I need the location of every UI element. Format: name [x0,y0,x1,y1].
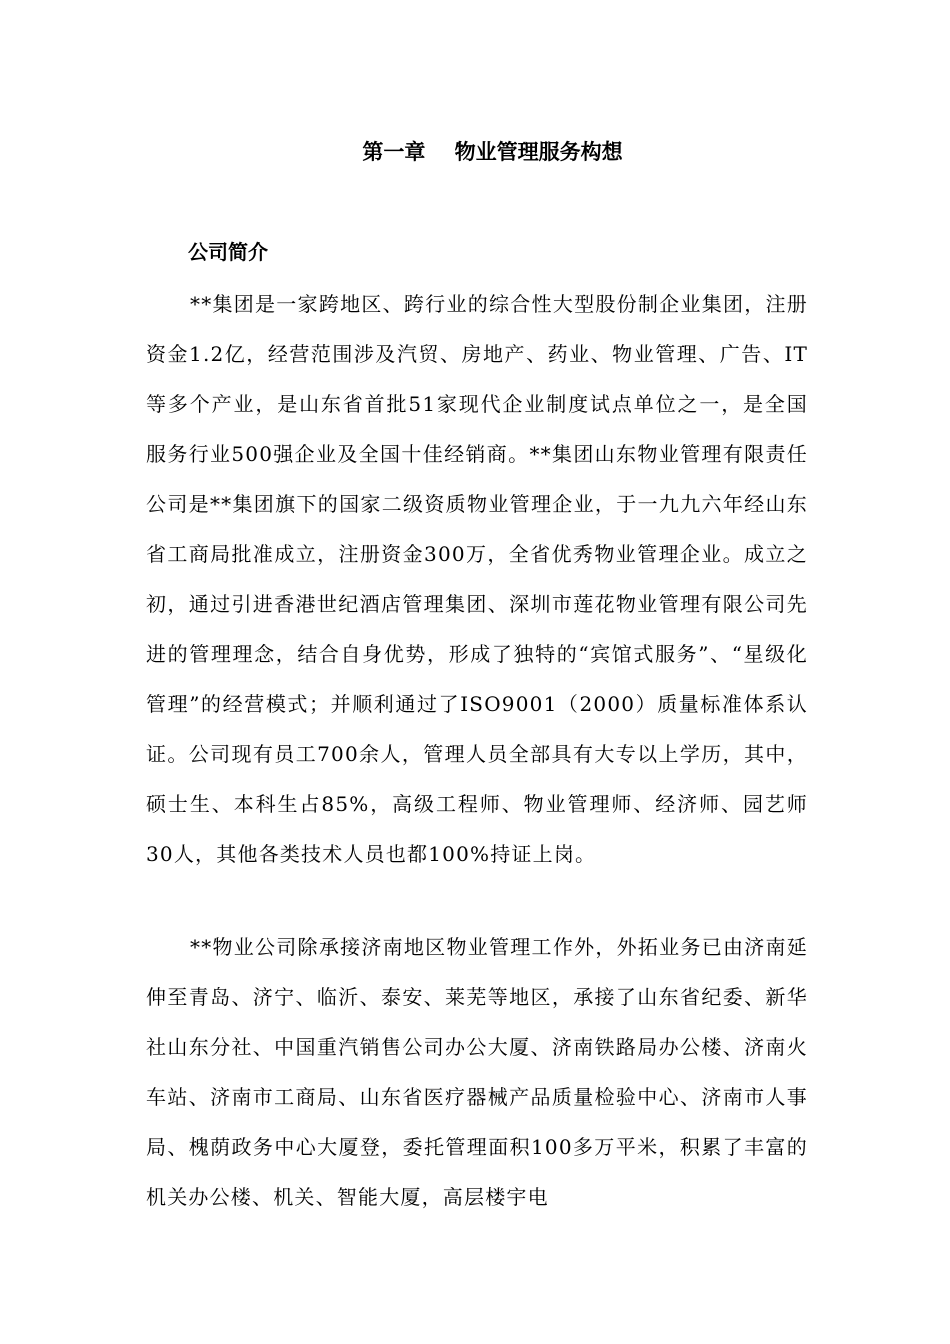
section-heading: 公司简介 [188,240,268,264]
chapter-title: 第一章 物业管理服务构想 [362,139,623,164]
body-paragraph: **物业公司除承接济南地区物业管理工作外，外拓业务已由济南延伸至青岛、济宁、临沂、泰安、莱芜等地区，承接了山东省纪委、新华社山东分社、中国重汽销售公司办公大厦、济南铁路局办公楼、济南火车站、济南市工商局、山东省医疗器械产品质量检验中心、济南市人事局、槐荫政务中心大厦登，委托管理面积100多万平米，积累了丰富的机关办公楼、机关、智能大厦，高层楼宇电 [146,935,808,1209]
body-paragraph: **集团是一家跨地区、跨行业的综合性大型股份制企业集团，注册资金1.2亿，经营范围涉及汽贸、房地产、药业、物业管理、广告、IT等多个产业，是山东省首批51家现代企业制度试点单位之一，是全国服务行业500强企业及全国十佳经销商。**集团山东物业管理有限责任公司是**集团旗下的国家二级资质物业管理企业，于一九九六年经山东省工商局批准成立，注册资金300万，全省优秀物业管理企业。成立之初，通过引进香港世纪酒店管理集团、深圳市莲花物业管理有限公司先进的管理理念，结合自身优势，形成了独特的“宾馆式服务”、“星级化管理”的经营模式；并顺利通过了ISO9001（2000）质量标准体系认证。公司现有员工700余人，管理人员全部具有大专以上学历，其中，硕士生、本科生占85%，高级工程师、物业管理师、经济师、园艺师30人，其他各类技术人员也都100%持证上岗。 [146,292,808,866]
